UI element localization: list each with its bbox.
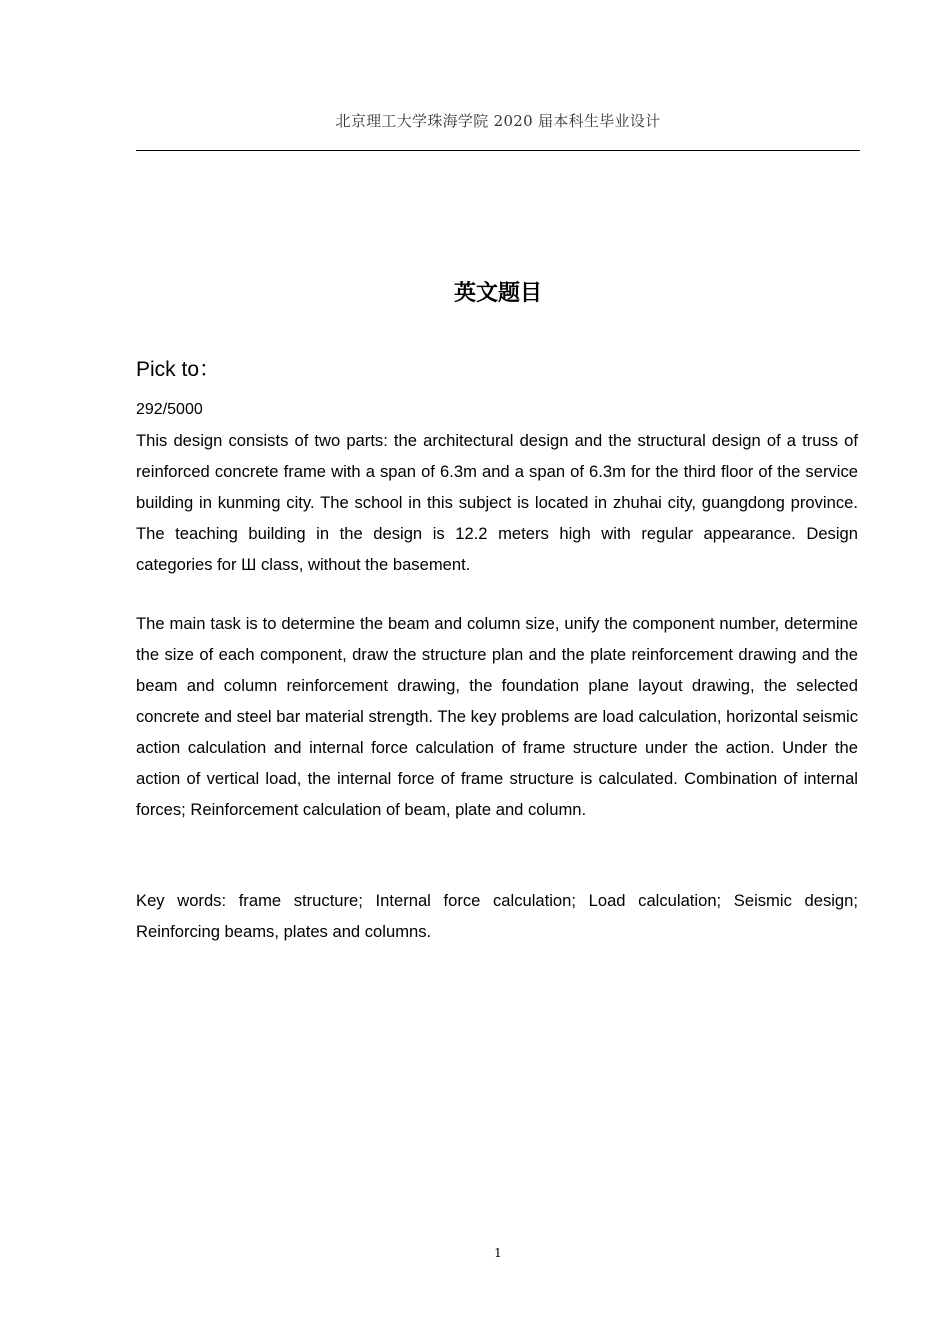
page-number: 1 xyxy=(494,1246,502,1260)
keywords-paragraph: Key words: frame structure; Internal force calculation; Load calculation; Seismic design; Reinforcing beams, plates and columns. xyxy=(136,891,858,941)
character-count: 292/5000 xyxy=(136,401,203,418)
abstract-paragraph: This design consists of two parts: the architectural design and the structural design of a truss of reinforced concrete frame with a span of 6.3m and a span of 6.3m for the third floor of the service building in kunming city. The school in this subject is located in zhuhai city, guangdong province. The teaching building in the design is 12.2 meters high with regular appearance. Design categories for Ш class, without the basement. xyxy=(136,431,858,574)
abstract-paragraph: The main task is to determine the beam and column size, unify the component number, determine the size of each component, draw the structure plan and the plate reinforcement drawing and the beam and column reinforcement drawing, the foundation plane layout drawing, the selected concrete and steel bar material strength. The key problems are load calculation, horizontal seismic action calculation and internal force calculation of frame structure under the action. Under the action of vertical load, the internal force of frame structure is calculated. Combination of internal forces; Reinforcement calculation of beam, plate and column. xyxy=(136,614,858,819)
page-header: 北京理工大学珠海学院 2020 届本科生毕业设计 xyxy=(335,112,661,130)
abstract-heading: Pick to： xyxy=(136,358,221,381)
header-divider xyxy=(136,150,860,151)
document-title: 英文题目 xyxy=(453,281,542,306)
